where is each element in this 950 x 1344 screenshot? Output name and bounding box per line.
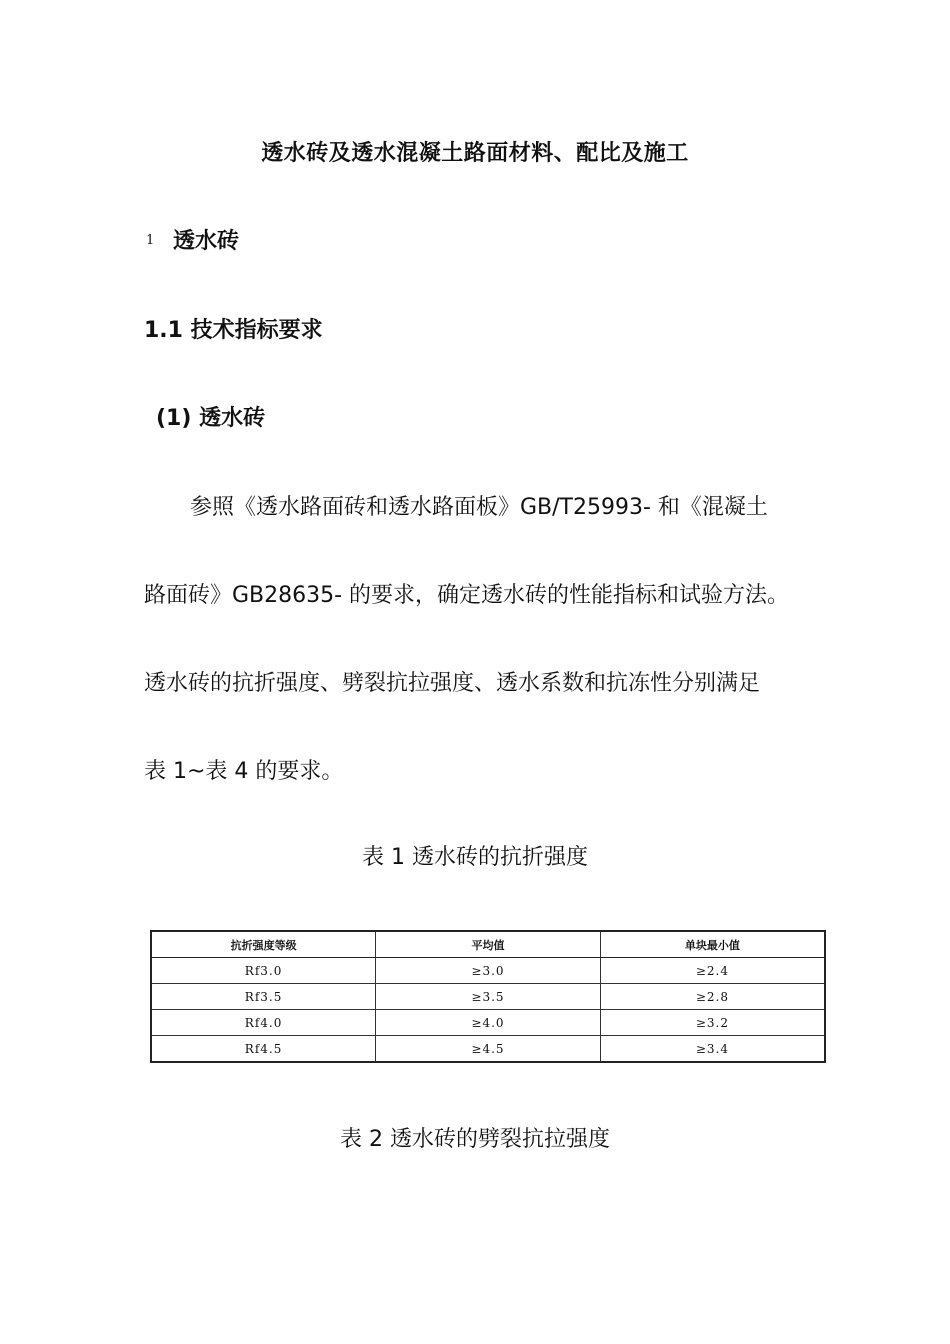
item-heading: (1) 透水砖	[156, 406, 266, 431]
table-cell-min: ≥3.2	[600, 1010, 825, 1036]
table-cell-average: ≥3.5	[376, 984, 601, 1010]
paragraph-line-4: 表 1~表 4 的要求。	[144, 759, 344, 784]
table2-caption: 表 2 透水砖的劈裂抗拉强度	[340, 1127, 610, 1152]
table-row	[151, 984, 825, 1010]
flexural-strength-table	[150, 930, 826, 1063]
section-number: 1	[146, 233, 155, 248]
table-row	[151, 958, 825, 984]
table-cell-grade: Rf3.0	[151, 958, 376, 984]
paragraph-line-1: 参照《透水路面砖和透水路面板》GB/T25993- 和《混凝土	[190, 495, 768, 520]
table-header-row	[151, 931, 825, 958]
table-cell-average: ≥3.0	[376, 958, 601, 984]
document-title: 透水砖及透水混凝土路面材料、配比及施工	[261, 141, 689, 166]
table-cell-min: ≥3.4	[600, 1036, 825, 1063]
column-header-grade: 抗折强度等级	[151, 931, 376, 958]
subsection-heading: 1.1 技术指标要求	[144, 318, 323, 343]
table-row	[151, 1010, 825, 1036]
table-cell-grade: Rf4.5	[151, 1036, 376, 1063]
table-cell-average: ≥4.0	[376, 1010, 601, 1036]
table1-caption: 表 1 透水砖的抗折强度	[362, 845, 588, 870]
table-row	[151, 1036, 825, 1063]
table-cell-grade: Rf3.5	[151, 984, 376, 1010]
paragraph-line-3: 透水砖的抗折强度、劈裂抗拉强度、透水系数和抗冻性分别满足	[144, 671, 761, 696]
table-cell-grade: Rf4.0	[151, 1010, 376, 1036]
table-cell-average: ≥4.5	[376, 1036, 601, 1063]
column-header-min: 单块最小值	[600, 931, 825, 958]
section-title: 透水砖	[173, 229, 240, 254]
paragraph-line-2: 路面砖》GB28635- 的要求，确定透水砖的性能指标和试验方法。	[144, 583, 790, 608]
table-cell-min: ≥2.8	[600, 984, 825, 1010]
table-cell-min: ≥2.4	[600, 958, 825, 984]
column-header-average: 平均值	[376, 931, 601, 958]
